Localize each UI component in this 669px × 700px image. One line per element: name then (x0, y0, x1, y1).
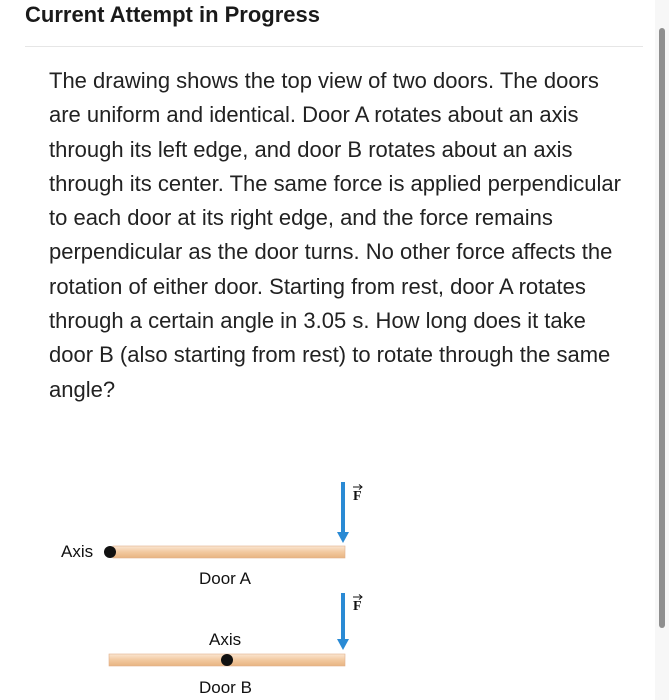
force-arrowhead-a (337, 532, 349, 543)
axis-label-a: Axis (61, 542, 94, 561)
page-title: Current Attempt in Progress (25, 2, 321, 27)
door-diagram (0, 470, 669, 700)
axis-label-b: Axis (209, 630, 242, 649)
force-label-a: F (353, 489, 362, 504)
question-text: The drawing shows the top view of two doors. The doors are uniform and identical. Door A rotates about an axis through its left edge, and door B rotates about an axis through its center. The same force is applied perpendicular to each door at its right edge, and the force remains perpendicular as the door turns. No other force affects the rotation of either door. Starting from rest, door A rotates through a certain angle in 3.05 s. How long does it take door B (also starting from rest) to rotate through the same angle? (49, 68, 621, 402)
axis-pivot-a (104, 546, 116, 558)
door-a (113, 546, 345, 558)
force-label-b: F (353, 599, 362, 614)
scrollbar-thumb[interactable] (659, 28, 665, 628)
door-b-label: Door B (199, 678, 252, 697)
force-arrowhead-b (337, 639, 349, 650)
header-divider (25, 46, 643, 47)
axis-pivot-b (221, 654, 233, 666)
door-a-label: Door A (199, 569, 251, 588)
